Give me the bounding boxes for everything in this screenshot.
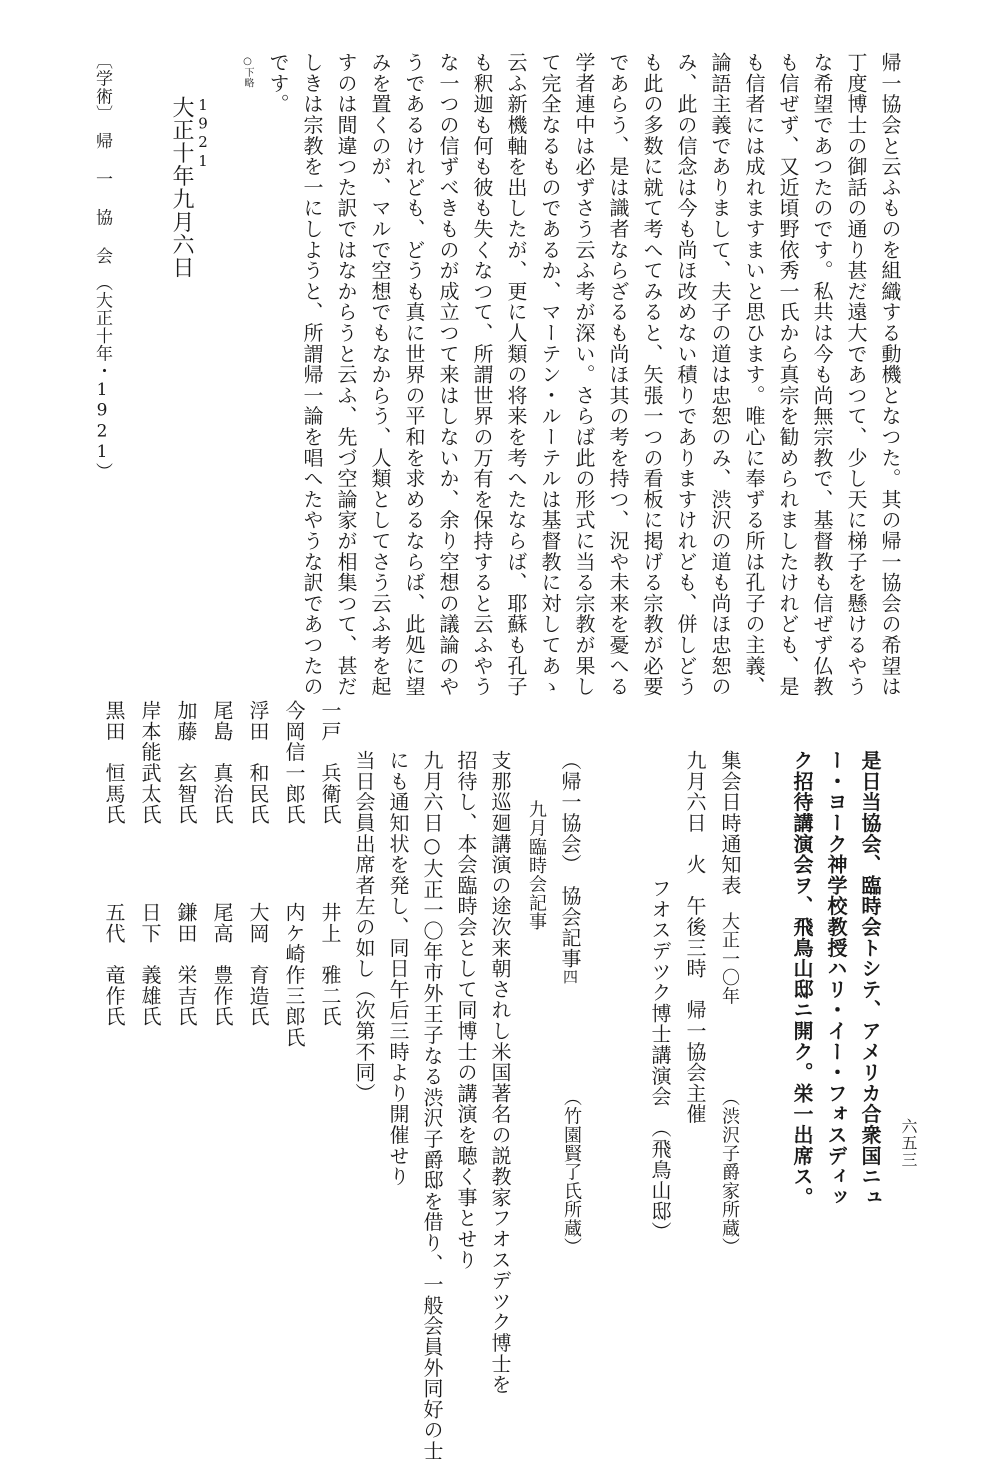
record-line: にも通知状を発し、同日午后三時より開催せり: [386, 750, 410, 1187]
schedule-year: 大正一〇年: [719, 912, 740, 1006]
attendee-name: 五代 竜作氏: [102, 902, 126, 1027]
speech-line: 論語主義でありまして、夫子の道は忠恕のみ、渋沢の道も尚ほ忠恕の: [708, 52, 732, 697]
schedule-line1: 九月六日 火 午後三時 帰一協会主催: [683, 750, 707, 1125]
attendee-name: 大岡 育造氏: [246, 902, 270, 1027]
record-title: [560, 750, 580, 985]
attendee-name: 井上 雅二氏: [318, 902, 342, 1027]
attendee-name: 尾島 真治氏: [210, 700, 234, 825]
speech-line: 云ふ新機軸を出したが、更に人類の将来を考へたならば、耶蘇も孔子: [504, 52, 528, 697]
attendee-name: 今岡信一郎氏: [282, 700, 306, 825]
attendee-name: 岸本能武太氏: [138, 700, 162, 825]
speech-line: 帰一協会と云ふものを組織する動機となつた。其の帰一協会の希望は: [878, 52, 902, 697]
speech-line: すのは間違つた訳ではなからうと云ふ、先づ空論家が相集つて、甚だ: [334, 52, 358, 697]
page-number: 六五三: [899, 1118, 918, 1168]
attendee-name: 日下 義雄氏: [138, 902, 162, 1027]
attendee-name: 鎌田 栄吉氏: [174, 902, 198, 1027]
attendee-name: 加藤 玄智氏: [174, 700, 198, 825]
schedule-title: 集会日時通知表: [718, 750, 742, 896]
speech-line: て完全なるものであるか、マーテン・ルーテルは基督教に対してあゝ: [538, 52, 562, 697]
speech-line: み、此の信念は今も尚ほ改めない積りでありますけれども、併しどう: [674, 52, 698, 697]
notice-line: 是日当協会、臨時会トシテ、アメリカ合衆国ニュ: [858, 750, 882, 1208]
record-line: 招待し、本会臨時会として同博士の講演を聴く事とせり: [454, 750, 478, 1270]
attendee-name: 内ケ崎作三郎氏: [282, 902, 306, 1048]
record-line: 九月六日○大正一〇年市外王子なる渋沢子爵邸を借り、一般会員外同好の士: [420, 750, 444, 1461]
header-date: 大正十年九月六日: [169, 96, 194, 280]
speech-line: うであるけれども、どうも真に世界の平和を求めるならば、此処に望: [402, 52, 426, 697]
record-title-number: 四: [561, 968, 579, 985]
speech-line: 学者連中は必ずさう云ふ考が深い。さらば此の形式に当る宗教が果し: [572, 52, 596, 697]
header-year: 1921: [194, 96, 212, 171]
omitted-note: ○下略: [242, 56, 253, 89]
speech-line: であらう、是は識者ならざるも尚ほ其の考を持つ、況や未来を憂へる: [606, 52, 630, 697]
schedule-source: （渋沢子爵家所蔵）: [719, 1088, 740, 1257]
speech-line: も信者には成れますまいと思ひます。唯心に奉ずる所は孔子の主義、: [742, 52, 766, 697]
schedule-line2: フオスデツク博士講演会 （飛鳥山邸）: [648, 878, 672, 1243]
notice-line: ー・ヨーク神学校教授ハリ・イー・フォスディッ: [824, 750, 848, 1208]
speech-line: な希望であつたのです。私共は今も尚無宗教で、基督教も信ぜず仏教: [810, 52, 834, 697]
speech-line: も釈迦も何も彼も失くなつて、所謂世界の万有を保持すると云ふやう: [470, 52, 494, 697]
record-line: 支那巡廻講演の途次来朝されし米国著名の説教家フオスデツク博士を: [488, 750, 512, 1395]
attendee-name: 浮田 和民氏: [246, 700, 270, 825]
running-head: 〔学術〕 帰 一 協 会 （大正十年・1921）: [92, 52, 112, 481]
speech-line: 丁度博士の御話の通り甚だ遠大であつて、少し天に梯子を懸けるやう: [844, 52, 868, 697]
attendee-name: 尾高 豊作氏: [210, 902, 234, 1027]
record-line: 当日会員出席者左の如し（次第不同）: [352, 750, 376, 1104]
attendee-name: 一戸 兵衛氏: [318, 700, 342, 825]
speech-line: も信ぜず、又近頃野依秀一氏から真宗を勧められましたけれども、是: [776, 52, 800, 697]
attendee-name: 黒田 恒馬氏: [102, 700, 126, 825]
record-title-text: （帰一協会） 協会記事: [558, 750, 582, 969]
speech-line: みを置くのが、マルで空想でもなからう、人類としてさう云ふ考を起: [368, 52, 392, 697]
speech-line: しきは宗教を一にしようと、所謂帰一論を唱へたやうな訳であつたの: [300, 52, 324, 697]
record-heading: 九月臨時会記事: [526, 800, 547, 932]
speech-line: な一つの信ずべきものが成立つて来はしないか、余り空想の議論のや: [436, 52, 460, 697]
speech-line: も此の多数に就て考へてみると、矢張一つの看板に掲げる宗教が必要: [640, 52, 664, 697]
speech-line: です。: [266, 52, 290, 115]
notice-line: ク招待講演会ヲ、飛鳥山邸ニ開ク。栄一出席ス。: [790, 750, 814, 1208]
record-source: （竹園賢了氏所蔵）: [561, 1088, 582, 1257]
